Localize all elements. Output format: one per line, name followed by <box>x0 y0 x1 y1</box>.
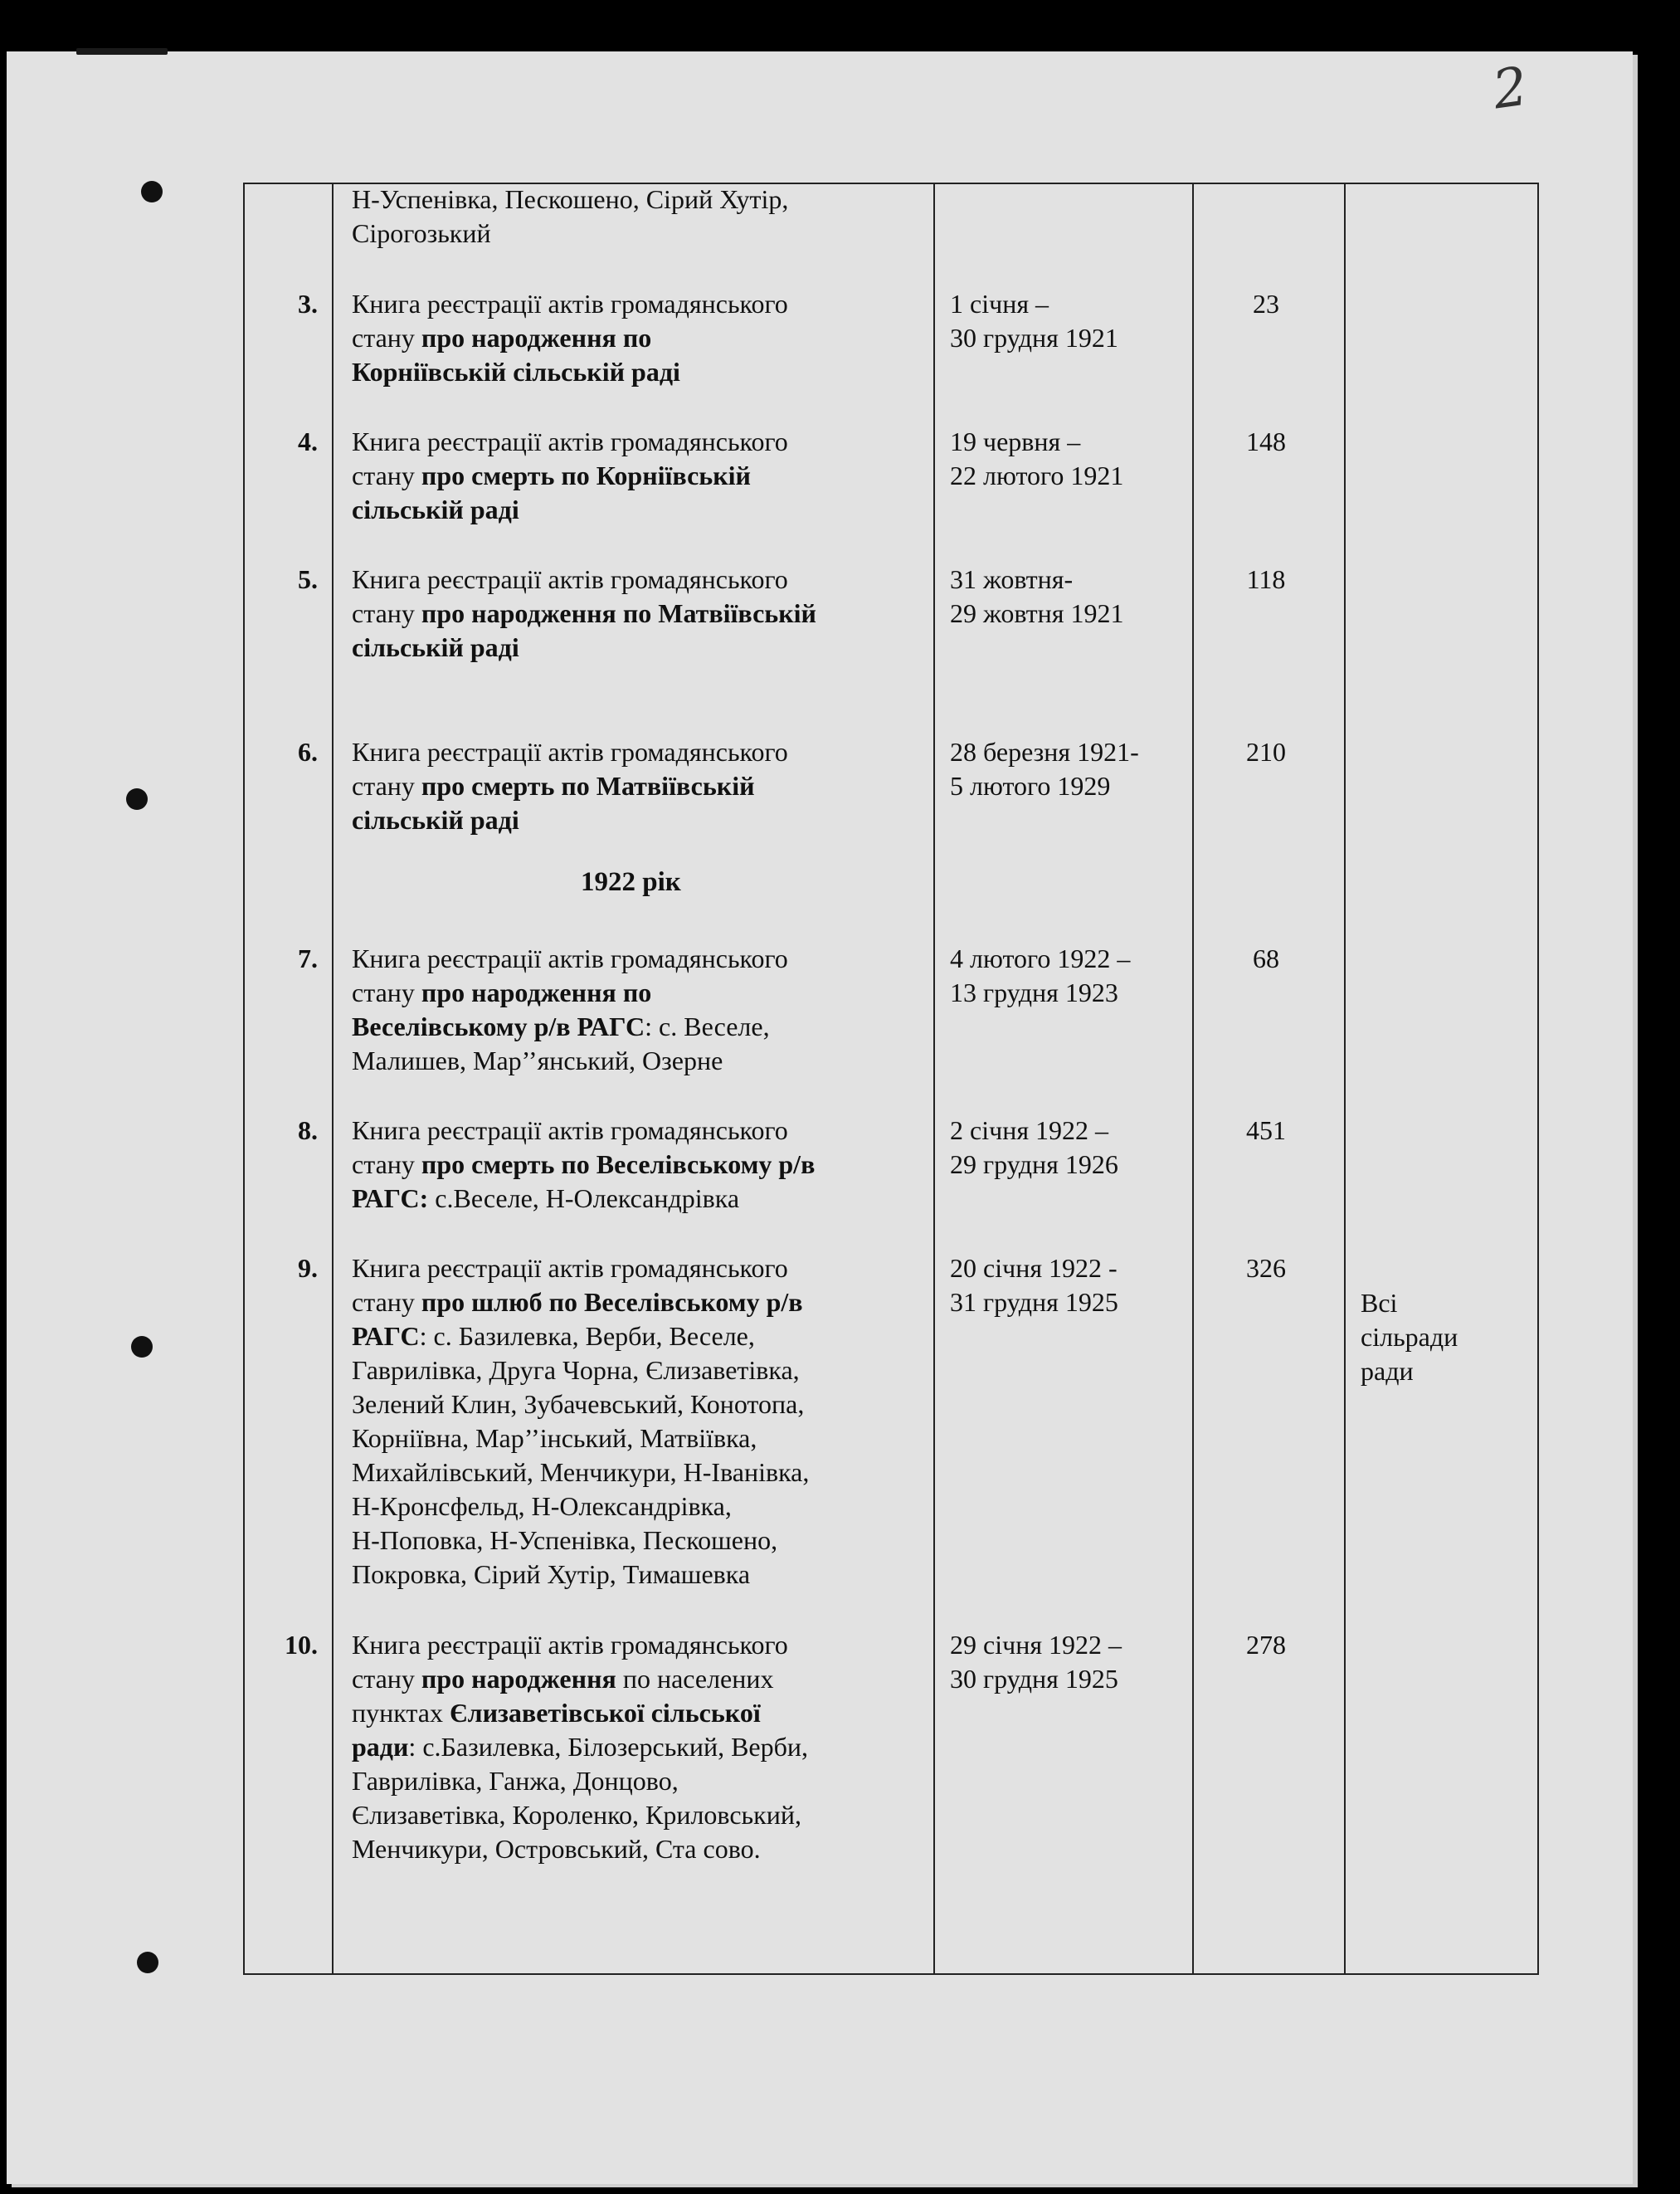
row-note: Всі сільради ради <box>1361 1288 1458 1386</box>
row-title: Книга реєстрації актів громадянського стану про смерть по Корніївській сільській раді <box>352 427 788 524</box>
row-count: 210 <box>1246 737 1286 767</box>
row-number: 7. <box>298 943 318 973</box>
row-title: Книга реєстрації актів громадянського стану про народження по Корніївській сільській раді <box>352 289 788 387</box>
row-title: Книга реєстрації актів громадянського стану про народження по Веселівському р/в РАГС: с. Веселе, Малишев, Мар’’янський, Озерне <box>352 943 788 1075</box>
row-dates: 28 березня 1921- 5 лютого 1929 <box>950 737 1139 801</box>
row-number: 9. <box>298 1253 318 1283</box>
row-dates: 4 лютого 1922 – 13 грудня 1923 <box>950 943 1131 1007</box>
row-dates: 20 січня 1922 - 31 грудня 1925 <box>950 1253 1118 1317</box>
row-title: Книга реєстрації актів громадянського стану про народження по Матвіївській сільській раді <box>352 564 816 662</box>
row-dates: 1 січня – 30 грудня 1921 <box>950 289 1118 353</box>
row-number: 10. <box>285 1630 318 1660</box>
punch-hole <box>141 181 163 202</box>
year-heading: 1922 рік <box>581 867 681 897</box>
punch-hole <box>131 1336 153 1358</box>
row-dates: 31 жовтня- 29 жовтня 1921 <box>950 564 1124 628</box>
row-number: 3. <box>298 289 318 319</box>
staple-mark <box>76 48 168 55</box>
row-title: Книга реєстрації актів громадянського стану про смерть по Веселівському р/в РАГС: с.Веселе, Н-Олександрівка <box>352 1115 816 1213</box>
row-number: 8. <box>298 1115 318 1145</box>
row-number: 5. <box>298 564 318 594</box>
row-title: Книга реєстрації актів громадянського стану про народження по населених пунктах Єлизаветівської сільської ради: с.Базилевка, Білозерський, Верби, Гаврилівка, Ганжа, Донцово, Єлизаветівка, Короленко, Криловський, Менчикури, Островський, Ста сово. <box>352 1630 809 1864</box>
row-count: 23 <box>1253 289 1279 319</box>
row-number: 4. <box>298 427 318 456</box>
row-title: Н-Успенівка, Пескошено, Сірий Хутір, Сірогозький <box>352 184 789 248</box>
row-count: 451 <box>1246 1115 1286 1145</box>
row-count: 148 <box>1246 427 1286 456</box>
row-dates: 2 січня 1922 – 29 грудня 1926 <box>950 1115 1118 1179</box>
row-count: 118 <box>1246 564 1286 594</box>
row-count: 278 <box>1246 1630 1286 1660</box>
page-number: 2 <box>1489 56 1531 122</box>
row-count: 68 <box>1253 943 1279 973</box>
row-title: Книга реєстрації актів громадянського стану про шлюб по Веселівському р/в РАГС: с. Базилевка, Верби, Веселе, Гаврилівка, Друга Чорна, Єлизаветівка, Зелений Клин, Зубачевський, Конотопа, Корніївна, Мар’’інський, Матвіївка, Михайлівський, Менчикури, Н-Іванівка, Н-Кронсфельд, Н-Олександрівка, Н-Поповка, Н-Успенівка, Пескошено, Покровка, Сірий Хутір, Тимашевка <box>352 1253 810 1589</box>
row-number: 6. <box>298 737 318 767</box>
row-title: Книга реєстрації актів громадянського стану про смерть по Матвіївській сільській раді <box>352 737 788 835</box>
row-dates: 19 червня – 22 лютого 1921 <box>950 427 1124 490</box>
punch-hole <box>126 788 148 810</box>
row-dates: 29 січня 1922 – 30 грудня 1925 <box>950 1630 1122 1694</box>
row-count: 326 <box>1246 1253 1286 1283</box>
punch-hole <box>137 1952 158 1973</box>
